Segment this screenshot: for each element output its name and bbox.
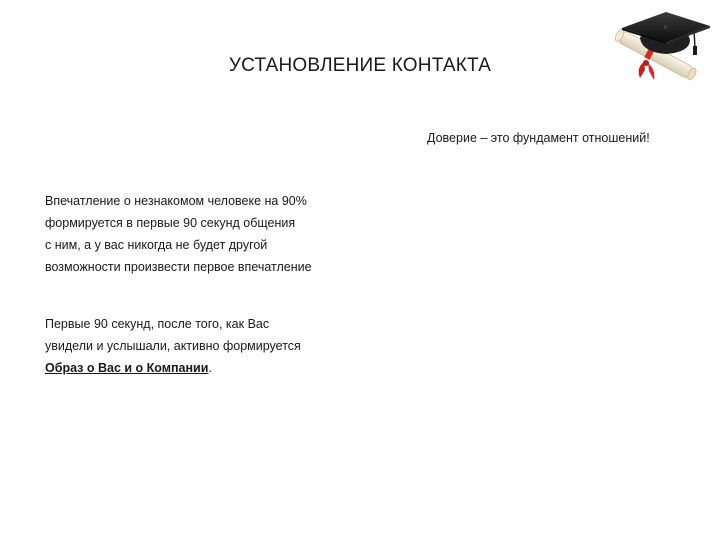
paragraph-first-impression bbox=[45, 190, 312, 278]
paragraph-line: Впечатление о незнакомом человеке на 90% bbox=[45, 194, 307, 208]
paragraph-first-90-seconds bbox=[45, 313, 301, 379]
emphasis-company-image: Образ о Вас и о Компании bbox=[45, 361, 209, 375]
paragraph-line: Первые 90 секунд, после того, как Вас bbox=[45, 317, 270, 331]
paragraph-line-emphasis bbox=[45, 357, 301, 379]
slide-title: УСТАНОВЛЕНИЕ КОНТАКТА bbox=[228, 55, 492, 76]
emphasis-suffix: . bbox=[208, 361, 212, 375]
paragraph-line: возможности произвести первое впечатление bbox=[45, 260, 312, 274]
paragraph-line: формируется в первые 90 секунд общения bbox=[45, 216, 296, 230]
paragraph-line: с ним, а у вас никогда не будет другой bbox=[45, 238, 268, 252]
tagline: Доверие – это фундамент отношений! bbox=[427, 131, 650, 145]
paragraph-line: увидели и услышали, активно формируется bbox=[45, 339, 301, 353]
